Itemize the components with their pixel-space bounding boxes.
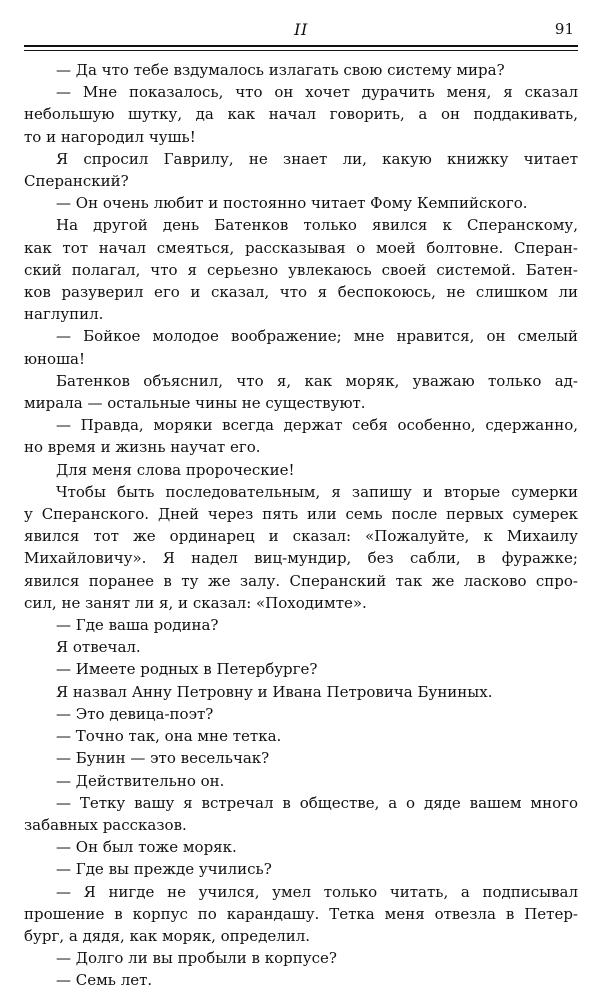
text-line: — Бойкое молодое воображение; мне нравится, он смелый (56, 327, 578, 346)
text-line: — Бунин — это весельчак? (56, 749, 270, 768)
body-text (24, 59, 578, 992)
text-line: — Семь лет. (56, 971, 153, 990)
paragraph (24, 681, 578, 703)
text-line: ский полагал, что я серьезно увлекаюсь своей системой. Батен- (24, 260, 578, 279)
text-line: забавных рассказов. (24, 815, 187, 834)
paragraph (24, 614, 578, 636)
paragraph (24, 881, 578, 948)
text-line: то и нагородил чушь! (24, 127, 196, 146)
paragraph (24, 947, 578, 969)
paragraph (24, 969, 578, 991)
paragraph (24, 81, 578, 148)
text-line: прошение в корпус по карандашу. Тетка меня отвезла в Петер- (24, 904, 578, 923)
paragraph (24, 59, 578, 81)
text-line: Для меня слова пророческие! (56, 460, 295, 479)
paragraph (24, 858, 578, 880)
text-line: юноша! (24, 349, 86, 368)
text-line: Я спросил Гаврилу, не знает ли, какую книжку читает (56, 149, 578, 168)
text-line: Михайловичу». Я надел виц-мундир, без сабли, в фуражке; (24, 549, 578, 568)
running-head: II (294, 20, 308, 39)
text-line: небольшую шутку, да как начал говорить, а он поддакивать, (24, 105, 578, 124)
paragraph (24, 481, 578, 614)
text-line: мирала — остальные чины не существуют. (24, 394, 366, 413)
text-line: — Это девица-поэт? (56, 704, 214, 723)
text-line: бург, а дядя, как моряк, определил. (24, 926, 311, 945)
text-line: — Долго ли вы пробыли в корпусе? (56, 949, 337, 968)
header-rule-thin (24, 50, 578, 51)
text-line: — Действительно он. (56, 771, 225, 790)
text-line: На другой день Батенков только явился к Сперанскому, (56, 216, 578, 235)
text-line: — Он был тоже моряк. (56, 838, 237, 857)
paragraph (24, 148, 578, 192)
text-line: наглупил. (24, 305, 104, 324)
paragraph (24, 414, 578, 458)
text-line: — Мне показалось, что он хочет дурачить меня, я сказал (56, 83, 578, 102)
text-line: — Тетку вашу я встречал в обществе, а о дяде вашем много (56, 793, 578, 812)
text-line: Я назвал Анну Петровну и Ивана Петровича Буниных. (56, 682, 493, 701)
text-line: — Имеете родных в Петербурге? (56, 660, 318, 679)
paragraph (24, 725, 578, 747)
paragraph (24, 459, 578, 481)
paragraph (24, 703, 578, 725)
text-line: — Где ваша родина? (56, 616, 219, 635)
text-line: — Точно так, она мне тетка. (56, 727, 282, 746)
paragraph (24, 192, 578, 214)
paragraph (24, 658, 578, 680)
paragraph (24, 214, 578, 325)
text-line: Батенков объяснил, что я, как моряк, уважаю только ад- (56, 371, 578, 390)
paragraph (24, 325, 578, 369)
paragraph (24, 836, 578, 858)
paragraph (24, 747, 578, 769)
text-line: — Я нигде не учился, умел только читать, а подписывал (56, 882, 578, 901)
page-header (24, 16, 578, 52)
text-line: явился поранее в ту же залу. Сперанский так же ласково спро- (24, 571, 578, 590)
text-line: Чтобы быть последовательным, я запишу и вторые сумерки (56, 482, 578, 501)
text-line: у Сперанского. Дней через пять или семь после первых сумерек (24, 505, 578, 524)
paragraph (24, 770, 578, 792)
text-line: ков разуверил его и сказал, что я беспокоюсь, не слишком ли (24, 283, 578, 302)
header-rule-thick (24, 45, 578, 47)
text-line: Я отвечал. (56, 638, 141, 657)
page-number: 91 (554, 20, 574, 38)
text-line: явился тот же ординарец и сказал: «Пожалуйте, к Михаилу (24, 527, 578, 546)
paragraph (24, 636, 578, 658)
text-line: но время и жизнь научат его. (24, 438, 261, 457)
text-line: — Он очень любит и постоянно читает Фому Кемпийского. (56, 194, 528, 213)
text-line: сил, не занят ли я, и сказал: «Походимте». (24, 593, 367, 612)
paragraph (24, 370, 578, 414)
text-line: — Где вы прежде учились? (56, 860, 272, 879)
text-line: Сперанский? (24, 172, 129, 191)
text-line: — Правда, моряки всегда держат себя особенно, сдержанно, (56, 416, 578, 435)
text-line: как тот начал смеяться, рассказывая о моей болтовне. Сперан- (24, 238, 578, 257)
text-line: — Да что тебе вздумалось излагать свою систему мира? (56, 61, 505, 79)
paragraph (24, 792, 578, 836)
